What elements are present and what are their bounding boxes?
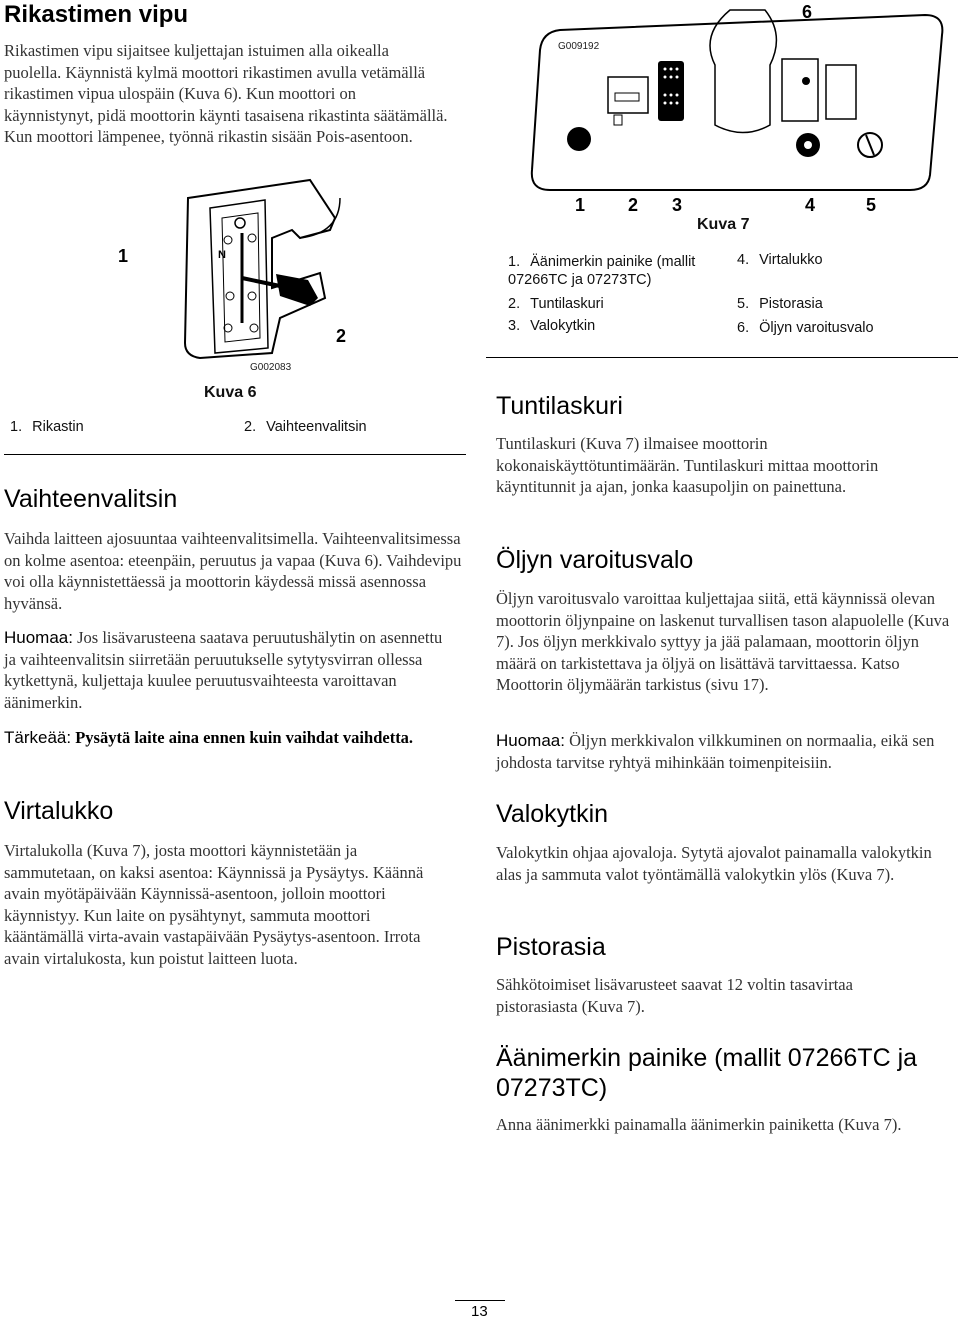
figure-7-legend-2 (508, 295, 604, 313)
oil-note-text: Öljyn merkkivalon vilkkuminen on normaalia, eikä sen johdosta tarvitse ryhtyä mihinkään toimenpiteisiin. (496, 731, 935, 772)
horn-title: Äänimerkin painike (mallit 07266TC ja 07273TC) (496, 1044, 918, 1102)
legend-number: 6. (737, 320, 750, 336)
legend-number: 1. (10, 419, 23, 435)
legend-text: Rikastin (32, 419, 84, 435)
figure-7-callout-5: 5 (866, 195, 877, 215)
page-number: 13 (471, 1303, 488, 1320)
gear-title: Vaihteenvalitsin (4, 485, 178, 513)
choke-text: Rikastimen vipu sijaitsee kuljettajan istuimen alla oikealla puolella. Käynnistä kylmä moottori rikastimen avulla vetämällä rikastimen vipua ulospäin (Kuva 6). Kun moottori on käynnistynyt, pidä moottorin käynti tasaisena rikastinta säätämällä. Kun moottori lämpenee, työnnä rikastin sisään Pois-asentoon. (4, 41, 448, 146)
light-text: Valokytkin ohjaa ajovaloja. Sytytä ajovalot painamalla valokytkin alas ja sammuta valot työntämällä valokytkin ylös (Kuva 7). (496, 843, 932, 884)
socket-title: Pistorasia (496, 933, 606, 961)
ignition-text: Virtalukolla (Kuva 7), josta moottori käynnistetään ja sammutetaan, on kaksi asentoa: Käynnissä ja Pysäytys. Käännä avain myötäpäivään Käynnissä-asentoon, jolloin moottori käynnistyy. Kun laite on pysähtynyt, sammuta moottori kääntämällä virta-avain vastapäivään Pysäytys-asentoon. Irrota avain virtalukosta, kun poistut laitteen luota. (4, 841, 424, 968)
oil-note (496, 730, 951, 773)
socket-text: Sähkötoimiset lisävarusteet saavat 12 voltin tasavirtaa pistorasiasta (Kuva 7). (496, 975, 853, 1016)
figure-7-callout-6: 6 (802, 2, 813, 22)
horn-text: Anna äänimerkki painamalla äänimerkin painiketta (Kuva 7). (496, 1115, 902, 1134)
legend-number: 5. (737, 296, 750, 312)
figure-7-legend-1 (508, 253, 723, 289)
legend-text: Öljyn varoitusvalo (759, 320, 874, 336)
oil-title: Öljyn varoitusvalo (496, 546, 694, 574)
choke-title: Rikastimen vipu (4, 1, 189, 28)
figure-6-rule (4, 454, 466, 455)
figure-7-legend-6 (737, 319, 874, 337)
legend-text: Virtalukko (759, 252, 823, 268)
ignition-title: Virtalukko (4, 797, 114, 825)
legend-number: 4. (737, 252, 750, 268)
figure-7-legend-4 (737, 251, 823, 269)
figure-6-callout-1: 1 (118, 246, 129, 266)
legend-text: Äänimerkin painike (mallit 07266TC ja 07273TC) (508, 254, 696, 288)
svg-text:N: N (218, 249, 226, 261)
legend-text: Tuntilaskuri (530, 296, 604, 312)
figure-7-code: G009192 (558, 41, 600, 52)
oil-note-label: Huomaa: (496, 731, 565, 750)
figure-6-code: G002083 (250, 362, 292, 373)
oil-text: Öljyn varoitusvalo varoittaa kuljettajaa siitä, että käynnissä olevan moottorin öljynpaine on laskenut turvallisen tason alapuolelle (Kuva 7). Jos öljyn merkkivalo syttyy ja jää palamaan, moottorin öljyn määrä on tarkistettava ja öljyä on lisättävä tarvittaessa. Katso Moottorin öljymäärän tarkistus (sivu 17). (496, 589, 950, 694)
figure-7-callout-2: 2 (628, 195, 639, 215)
figure-7-callout-3: 3 (672, 195, 683, 215)
figure-6-callout-2: 2 (336, 326, 347, 346)
page-number-rule (455, 1300, 505, 1301)
figure-6-caption: Kuva 6 (204, 384, 257, 401)
figure-7-legend-5 (737, 295, 823, 313)
light-title: Valokytkin (496, 800, 609, 828)
gear-important (4, 727, 449, 749)
gear-important-text: Pysäytä laite aina ennen kuin vaihdat vaihdetta. (75, 728, 414, 747)
legend-text: Pistorasia (759, 296, 823, 312)
legend-text: Valokytkin (530, 318, 596, 334)
gear-text: Vaihda laitteen ajosuuntaa vaihteenvalitsimella. Vaihteenvalitsimessa on kolme asentoa: eteenpäin, peruutus ja vapaa (Kuva 6). Vaihdevipu voi olla käynnistettäessä ja moottorin käydessä missä asennossa hyvänsä. (4, 529, 462, 613)
figure-6-legend-2 (244, 418, 367, 436)
gear-note-label: Huomaa: (4, 628, 73, 647)
figure-7-rule (486, 357, 958, 358)
legend-number: 3. (508, 318, 521, 334)
hourmeter-text: Tuntilaskuri (Kuva 7) ilmaisee moottorin kokonaiskäyttötuntimäärän. Tuntilaskuri mittaa moottorin käyntitunnit ja ajan, jonka kaasupoljin on painettuna. (496, 434, 879, 496)
legend-number: 2. (508, 296, 521, 312)
legend-number: 2. (244, 419, 257, 435)
figure-6-legend-1 (10, 418, 84, 436)
hourmeter-title: Tuntilaskuri (496, 392, 623, 420)
gear-note-text: Jos lisävarusteena saatava peruutushälytin on asennettu ja vaihteenvalitsin siirretään peruutukselle sytytysvirran ollessa kytkettynä, kuljettaja kuulee peruutusvaihteesta varoittavan äänimerkin. (4, 628, 443, 712)
legend-text: Vaihteenvalitsin (266, 419, 367, 435)
gear-note (4, 627, 449, 713)
figure-7-illustration (530, 5, 950, 195)
figure-7-legend-3 (508, 317, 595, 335)
gear-important-label: Tärkeää: (4, 728, 72, 747)
figure-7-callout-4: 4 (805, 195, 816, 215)
figure-7-callout-1: 1 (575, 195, 586, 215)
figure-7-caption: Kuva 7 (697, 216, 750, 233)
figure-6-illustration (180, 178, 350, 363)
legend-number: 1. (508, 254, 521, 270)
